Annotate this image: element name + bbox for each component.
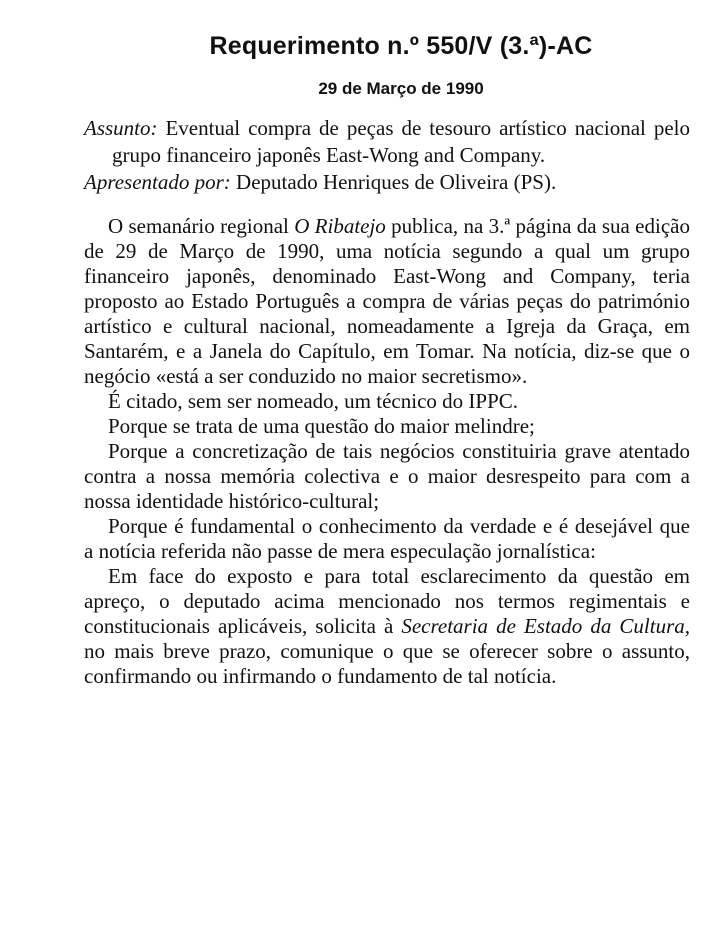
paragraph-4: Porque a concretização de tais negócios constituiria grave atentado contra a nossa memória colectiva e o maior desrespeito para com a nossa identidade histórico-cultural; bbox=[84, 439, 690, 513]
document-date: 29 de Março de 1990 bbox=[318, 79, 484, 98]
paragraph-6-text-a: Em face do exposto e para total esclarecimento da questão em apreço, o deputado acima mencionado nos termos regimentais e constitucionais aplicáveis, solicita à bbox=[84, 564, 690, 638]
subject-line bbox=[84, 115, 690, 169]
document-meta bbox=[84, 115, 690, 196]
paragraph-3: Porque se trata de uma questão do maior melindre; bbox=[108, 414, 535, 438]
paragraph-2: É citado, sem ser nomeado, um técnico do IPPC. bbox=[108, 389, 519, 413]
paragraph-1-text-a: O semanário regional bbox=[108, 214, 295, 238]
paragraph-5: Porque é fundamental o conhecimento da verdade e é desejável que a notícia referida não passe de mera especulação jornalística: bbox=[84, 514, 690, 563]
document-title: Requerimento n.º 550/V (3.ª)-AC bbox=[209, 32, 593, 60]
paragraph-1 bbox=[84, 214, 690, 389]
document-body bbox=[84, 214, 690, 689]
subject-text: Eventual compra de peças de tesouro artístico nacional pelo grupo financeiro japonês East-Wong and Company. bbox=[112, 116, 690, 167]
newspaper-name: O Ribatejo bbox=[294, 214, 386, 238]
presented-by-label: Apresentado por: bbox=[84, 170, 231, 194]
presented-by-text: Deputado Henriques de Oliveira (PS). bbox=[236, 170, 557, 194]
paragraph-6 bbox=[84, 564, 690, 689]
subject-label: Assunto: bbox=[84, 116, 158, 140]
recipient-name: Secretaria de Estado da Cultura, bbox=[401, 614, 690, 638]
presented-by-line bbox=[84, 169, 690, 196]
paragraph-6-text-b: no mais breve prazo, comunique o que se oferecer sobre o assunto, confirmando ou infirmando o fundamento de tal notícia. bbox=[84, 639, 690, 688]
document-page bbox=[84, 30, 690, 689]
paragraph-1-text-b: publica, na 3.ª página da sua edição de 29 de Março de 1990, uma notícia segundo a qual um grupo financeiro japonês, denominado East-Wong and Company, teria proposto ao Estado Português a compra de várias peças do património artístico e cultural nacional, nomeadamente a Igreja da Graça, em Santarém, e a Janela do Capítulo, em Tomar. Na notícia, diz-se que o negócio «está a ser conduzido no maior secretismo». bbox=[84, 214, 690, 388]
